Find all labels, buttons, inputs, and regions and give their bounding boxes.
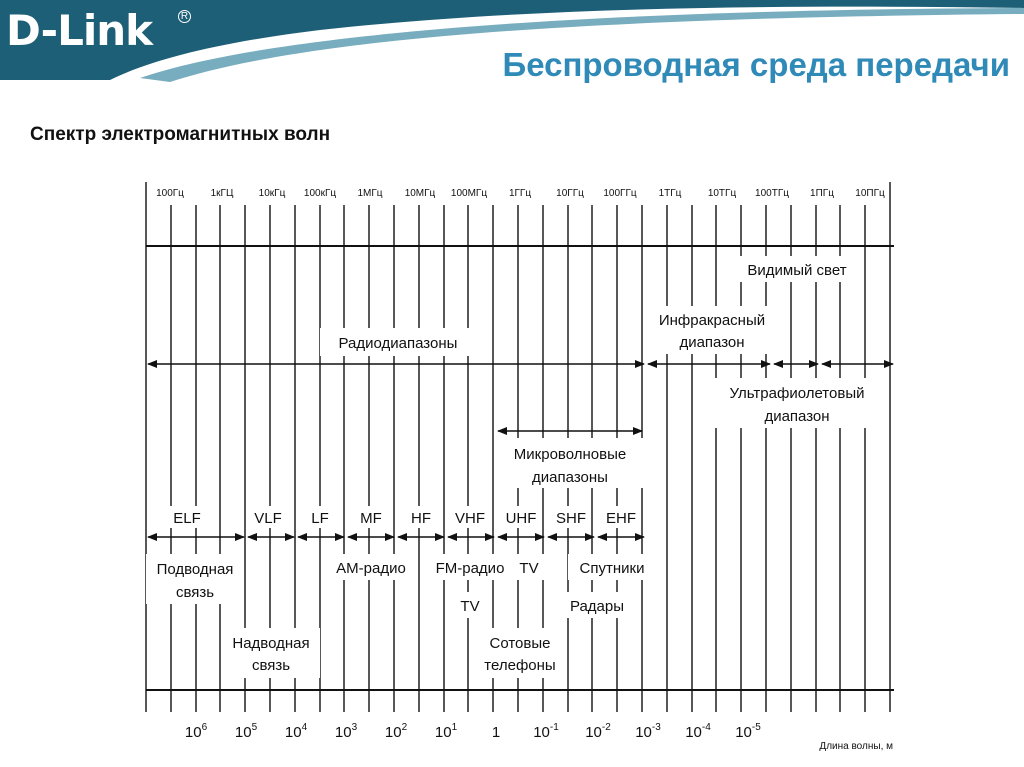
band-label: EHF [606,510,636,527]
slide-title: Беспроводная среда передачи [502,46,1010,83]
freq-label: 10ГГц [556,188,584,199]
freq-label: 10кГц [258,188,286,199]
submarine-comm-label-1: Подводная [156,561,234,578]
freq-label: 1ГГц [508,188,532,199]
wavelength-label: $10^{-5}$ [735,722,761,741]
wavelength-label: $10^{-4}$ [685,722,711,741]
infrared-range-label-1: Инфракрасный [658,312,766,329]
microwave-range-label-2: диапазоны [532,469,608,486]
am-radio-label: AM-радио [336,560,406,577]
surface-comm-label-2: связь [251,657,291,674]
range-labels [320,256,882,488]
band-label: HF [411,510,431,527]
freq-label: 1ПГц [810,188,834,199]
tv-vhf-label: TV [460,598,480,615]
wavelength-label: 1 [491,724,501,741]
wavelength-scale [185,722,893,752]
satellites-label: Спутники [579,560,645,577]
band-label: VHF [455,510,485,527]
freq-label: 10ТГц [707,188,737,199]
wavelength-label: $10^1$ [434,722,458,741]
freq-label: 10ПГц [855,188,885,199]
wavelength-label: $10^{-1}$ [533,722,559,741]
wavelength-label: $10^5$ [234,722,258,741]
freq-label: 100МГц [450,188,488,199]
freq-label: 10МГц [404,188,436,199]
submarine-comm-label-2: связь [175,584,215,601]
band-label: SHF [556,510,586,527]
dlink-logo: D-Link [6,6,153,55]
wavelength-label: $10^4$ [284,722,308,741]
freq-label: 1кГЦ [210,188,234,199]
microwave-range-label-1: Микроволновые [513,446,627,463]
wavelength-label: $10^2$ [384,722,408,741]
registered-mark: R [178,10,191,23]
applications [146,554,656,678]
fm-radio-label: FM-радио [435,560,505,577]
ultraviolet-range-label-2: диапазон [764,408,830,425]
cellular-label-2: телефоны [484,657,556,674]
visible-light-label: Видимый свет [747,262,847,279]
cellular-label-1: Сотовые [489,635,551,652]
radars-label: Радары [569,598,625,615]
band-label: ELF [173,510,201,527]
ultraviolet-range-label-1: Ультрафиолетовый [729,385,865,402]
freq-label: 100Гц [156,188,184,199]
wavelength-axis-label: Длина волны, м [819,741,893,752]
band-label: LF [311,510,329,527]
frequency-scale [156,188,885,199]
freq-label: 100ГГц [603,188,637,199]
wavelength-label: $10^{-3}$ [635,722,661,741]
band-label: UHF [505,510,537,527]
band-label: MF [360,510,382,527]
band-labels [168,506,641,528]
slide-subtitle: Спектр электромагнитных волн [30,124,331,145]
wavelength-label: $10^6$ [184,722,208,741]
tv-uhf-label: TV [519,560,539,577]
radio-range-label: Радиодиапазоны [338,335,458,352]
surface-comm-label-1: Надводная [232,635,310,652]
freq-label: 100ТГц [755,188,789,199]
wavelength-label: $10^{-2}$ [585,722,611,741]
freq-label: 1ТГц [658,188,682,199]
infrared-range-label-2: диапазон [679,334,745,351]
band-label: VLF [254,510,282,527]
freq-label: 100кГц [303,188,337,199]
wavelength-label: $10^3$ [334,722,358,741]
freq-label: 1МГц [357,188,383,199]
